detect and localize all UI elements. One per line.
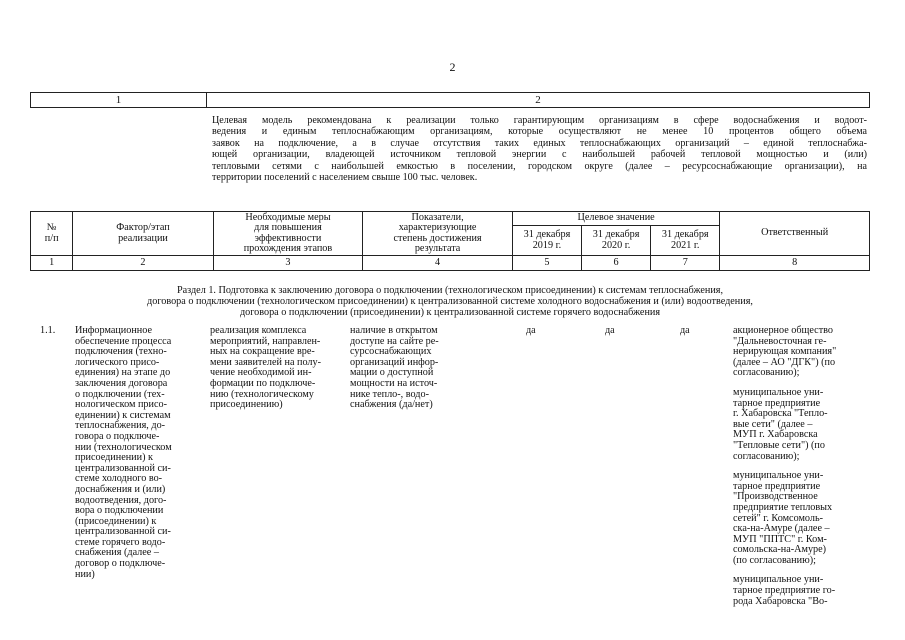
cell-line: единения) на этапе до [75, 367, 171, 379]
cell-line: централизованной си- [75, 526, 171, 538]
paragraph-line: ведения и единым теплоснабжающим организациям, которые осуществляют не менее 10 процентов общего объема [212, 126, 867, 138]
cell-line: тарное предприятие [733, 480, 821, 492]
col-number: 5 [512, 256, 581, 271]
cell-line: сурсоснабжающих [350, 346, 432, 358]
th-factor: Фактор/этап реализации [73, 212, 213, 256]
cell-line: ных на сокращение вре- [210, 346, 315, 358]
cell-line: заключения договора [75, 377, 168, 389]
cell-line: сетей" г. Комсомоль- [733, 512, 824, 524]
cell-line: МУП "ППТС" г. Ком- [733, 533, 827, 545]
cell-line: тарное предприятие [733, 397, 821, 409]
paragraph-line: тепловыми сетями с наибольшей емкостью в поселении, городском округе (далее – ресурсоснабжающие организации), на [212, 160, 867, 172]
cell-line: снабжения (далее – [75, 547, 159, 559]
cell-line: присоединении) к [75, 452, 153, 464]
cell-line: нерирующая компания" [733, 346, 837, 358]
cell-line: вые сети" (далее – [733, 418, 813, 430]
row-indicators [350, 326, 490, 411]
cell-line: о подключении (тех- [75, 388, 165, 400]
cell-line: рода Хабаровска "Во- [733, 595, 828, 607]
cell-line: снабжения (да/нет) [350, 399, 433, 411]
cell-line: тарное предприятие го- [733, 585, 836, 597]
cell-line: (по согласованию); [733, 554, 816, 566]
col-number: 3 [213, 256, 363, 271]
row-number: 1.1. [40, 325, 56, 336]
cell-line: нию (технологическому [210, 388, 314, 400]
section-line: Раздел 1. Подготовка к заключению договора о подключении (технологическом присоединении) к системам теплоснабжения, [176, 285, 724, 296]
th-date-2020: 31 декабря 2020 г. [582, 226, 651, 256]
cell-line: присоединению) [210, 399, 283, 411]
th-measures: Необходимые меры для повышения эффективности прохождения этапов [213, 212, 363, 256]
cell-line: говора о подключе- [75, 430, 160, 442]
cell-line: нологическом присо- [75, 399, 167, 411]
cell-line: нии (технологическом [75, 441, 172, 453]
cell-line: мощности на источ- [350, 377, 438, 389]
cell-line: мени заявителей на полу- [210, 356, 321, 368]
section-line: договора о подключении (присоединении) к централизованной системе горячего водоснабжения [239, 307, 661, 318]
cell-line: реализация комплекса [210, 325, 307, 336]
cell-line: согласованию); [733, 450, 800, 462]
cell-line: "Дальневосточная ге- [733, 335, 827, 347]
column-header-table [30, 92, 870, 108]
cell-line: нии) [75, 568, 95, 580]
cell-line: МУП г. Хабаровска [733, 429, 818, 441]
cell-line: Информационное [75, 325, 152, 336]
cell-line: договор о подключе- [75, 558, 166, 570]
responsible-organization [733, 471, 873, 566]
cell-line: "Производственное [733, 491, 818, 503]
cell-line: г. Хабаровска "Тепло- [733, 408, 828, 420]
cell-line: обеспечение процесса [75, 335, 172, 347]
th-indicators: Показатели, характеризующие степень достижения результата [363, 212, 513, 256]
responsible-organization [733, 326, 873, 379]
cell-line: вора о подключении [75, 505, 164, 517]
row-measures [210, 326, 350, 411]
col-number: 1 [31, 256, 73, 271]
cell-line: водоотведения, дого- [75, 494, 167, 506]
row-factor [75, 326, 210, 580]
th-date-2021: 31 декабря 2021 г. [651, 226, 720, 256]
cell-line: единении) к системам [75, 409, 171, 421]
col-number: 6 [582, 256, 651, 271]
cell-line: согласованию); [733, 367, 800, 379]
paragraph-line: ющей организации, владеющей источником тепловой энергии с наибольшей рабочей тепловой мощностью и (или) [212, 149, 867, 161]
row-value-2021: да [680, 325, 690, 336]
header-col-2: 2 [207, 93, 870, 108]
th-date-2019: 31 декабря 2019 г. [512, 226, 581, 256]
cell-line: централизованной си- [75, 462, 171, 474]
th-target: Целевое значение [512, 212, 719, 226]
paragraph-line: территории поселений с населением свыше 100 тыс. человек. [212, 172, 478, 184]
page-number: 2 [449, 60, 456, 74]
cell-line: подключения (техно- [75, 346, 167, 358]
cell-line: (присоединении) к [75, 515, 157, 527]
cell-line: "Тепловые сети") (по [733, 439, 825, 451]
cell-line: предприятие тепловых [733, 501, 833, 513]
section-title [30, 285, 870, 318]
cell-line: сомольска-на-Амуре) [733, 544, 827, 556]
cell-line: акционерное общество [733, 325, 833, 336]
col-number: 7 [651, 256, 720, 271]
col-number: 8 [720, 256, 870, 271]
measures-table-header [30, 211, 870, 271]
cell-line: логического присо- [75, 356, 160, 368]
cell-line: мации о доступной [350, 367, 434, 379]
cell-line: теплоснабжения, до- [75, 420, 166, 432]
cell-line: ска-на-Амуре (далее – [733, 523, 830, 535]
paragraph-line: заявок на подключение, а в случае отсутствия таких единых теплоснабжающих организаций – единой теплоснабжа- [212, 137, 867, 149]
cell-line: чение необходимой ин- [210, 367, 312, 379]
cell-line: формации по подключе- [210, 377, 316, 389]
header-col-1: 1 [31, 93, 207, 108]
section-line: договора о подключении (технологическом присоединении) к централизованной системе холодного водоснабжения и (или) водоотведения, [147, 296, 753, 307]
paragraph-line: Целевая модель рекомендована к реализации только гарантирующим организациям в сфере водоснабжения и водоот- [212, 115, 867, 126]
cell-line: стеме холодного во- [75, 473, 163, 485]
cell-line: нике тепло-, водо- [350, 388, 429, 400]
row-responsible [733, 326, 873, 616]
intro-paragraph [212, 115, 867, 183]
cell-line: муниципальное уни- [733, 574, 824, 586]
th-responsible: Ответственный [720, 212, 870, 256]
cell-line: стеме горячего водо- [75, 536, 166, 548]
cell-line: мероприятий, направлен- [210, 335, 321, 347]
cell-line: организаций инфор- [350, 356, 439, 368]
responsible-organization [733, 388, 873, 462]
row-value-2019: да [526, 325, 536, 336]
cell-line: доступе на сайте ре- [350, 335, 439, 347]
cell-line: муниципальное уни- [733, 386, 824, 398]
cell-line: наличие в открытом [350, 325, 438, 336]
cell-line: доснабжения и (или) [75, 483, 166, 495]
th-num: № п/п [31, 212, 73, 256]
responsible-organization [733, 575, 873, 607]
cell-line: муниципальное уни- [733, 470, 824, 482]
col-number: 4 [363, 256, 513, 271]
col-number: 2 [73, 256, 213, 271]
cell-line: (далее – АО "ДГК") (по [733, 356, 836, 368]
row-value-2020: да [605, 325, 615, 336]
